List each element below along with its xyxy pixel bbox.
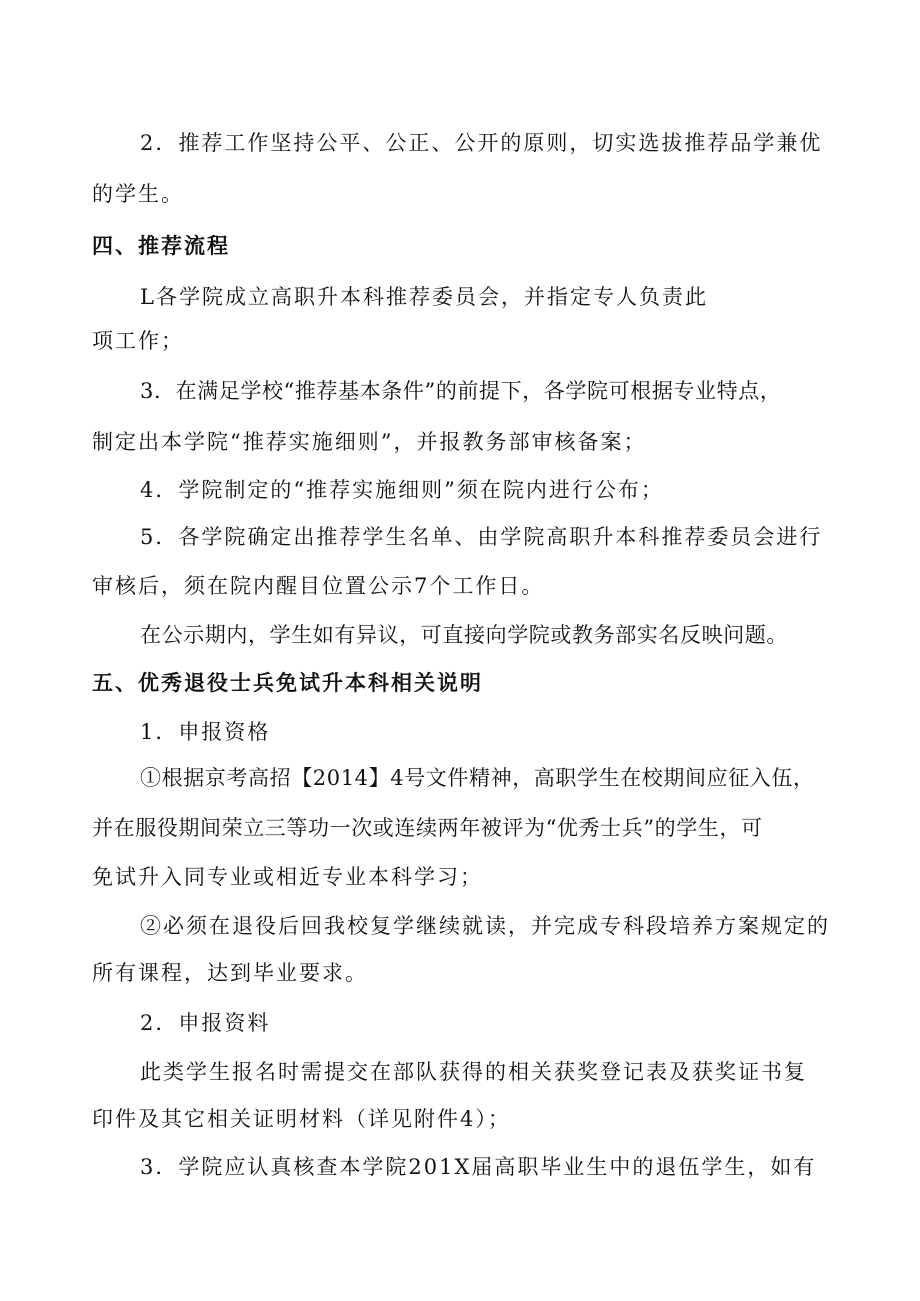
paragraph-line: ②必须在退役后回我校复学继续就读，并完成专科段培养方案规定的 <box>140 914 830 938</box>
paragraph-line: 5．各学院确定出推荐学生名单、由学院高职升本科推荐委员会进行 <box>140 525 823 549</box>
paragraph-line: 项工作； <box>92 329 184 353</box>
paragraph-line: 并在服役期间荣立三等功一次或连续两年被评为“优秀士兵”的学生，可 <box>92 816 763 840</box>
paragraph-line: 审核后，须在院内醒目位置公示7个工作日。 <box>92 574 545 598</box>
section-heading: 四、推荐流程 <box>92 234 230 258</box>
subsection-heading: 1．申报资格 <box>140 720 271 744</box>
paragraph-line: 在公示期内，学生如有异议，可直接向学院或教务部实名反映问题。 <box>140 623 788 647</box>
paragraph-line: 免试升入同专业或相近专业本科学习； <box>92 865 483 889</box>
paragraph-line: 此类学生报名时需提交在部队获得的相关获奖登记表及获奖证书复 <box>140 1060 807 1084</box>
section-heading: 五、优秀退役士兵免试升本科相关说明 <box>92 671 483 695</box>
paragraph-line: 印件及其它相关证明材料（详见附件4）； <box>92 1107 511 1131</box>
paragraph-line: 的学生。 <box>92 182 184 206</box>
subsection-heading: 2．申报资料 <box>140 1011 271 1035</box>
paragraph-line: 所有课程，达到毕业要求。 <box>92 961 368 985</box>
paragraph-line: 3．学院应认真核查本学院201X届高职毕业生中的退伍学生，如有 <box>140 1155 817 1179</box>
paragraph-line: 制定出本学院“推荐实施细则”，并报教务部审核备案； <box>92 430 647 454</box>
paragraph-line: 2．推荐工作坚持公平、公正、公开的原则，切实选拔推荐品学兼优 <box>140 131 823 155</box>
paragraph-line: 4．学院制定的“推荐实施细则”须在院内进行公布； <box>140 478 664 502</box>
paragraph-line: ①根据京考高招【2014】4号文件精神，高职学生在校期间应征入伍， <box>140 766 815 790</box>
paragraph-line: L各学院成立高职升本科推荐委员会，并指定专人负责此 <box>140 285 708 309</box>
paragraph-line: 3．在满足学校“推荐基本条件”的前提下，各学院可根据专业特点， <box>140 379 782 403</box>
